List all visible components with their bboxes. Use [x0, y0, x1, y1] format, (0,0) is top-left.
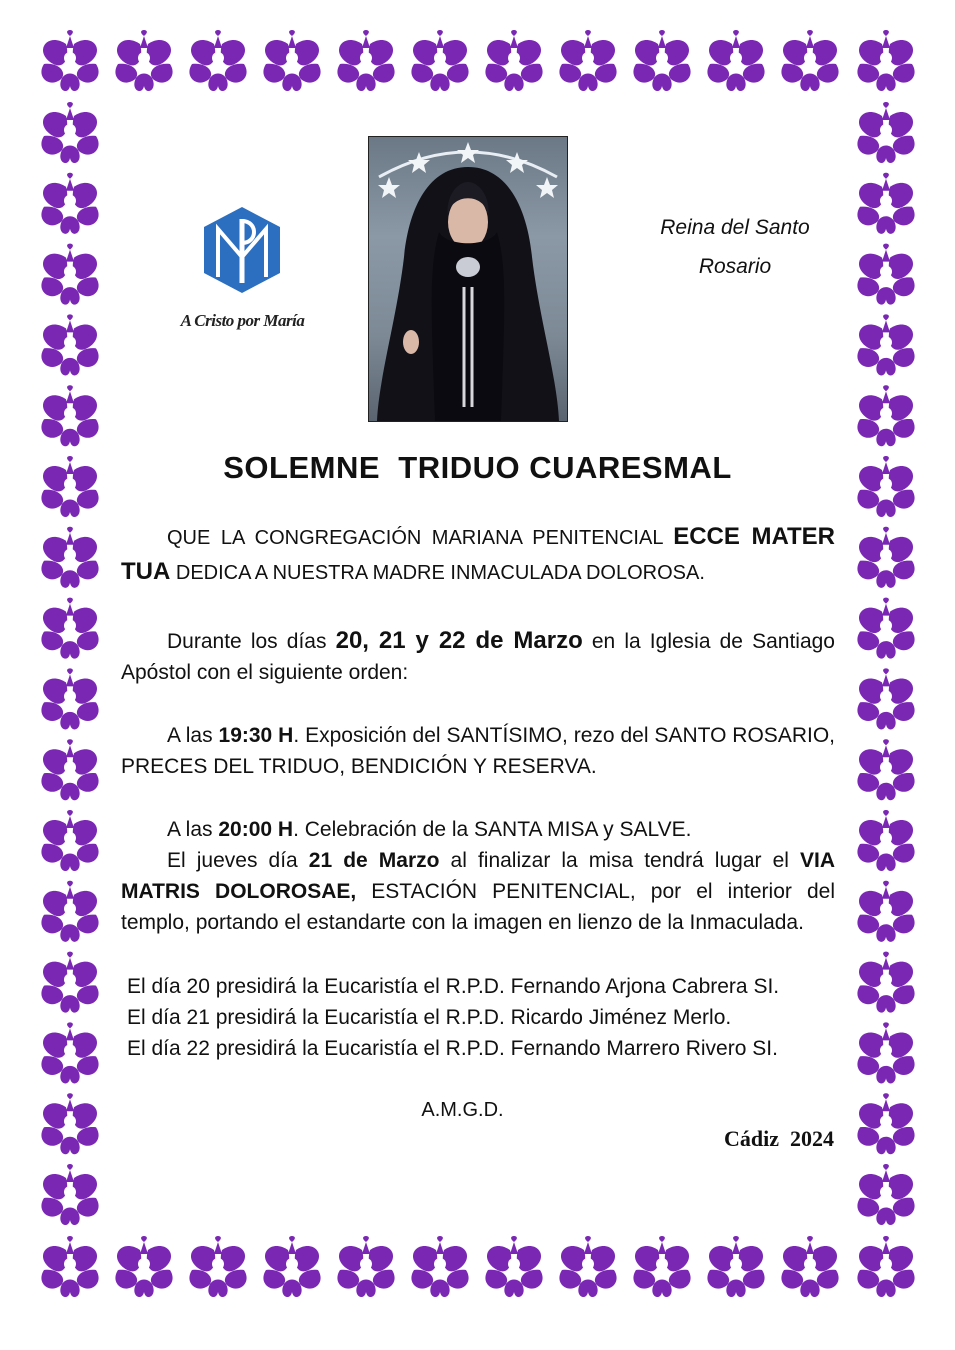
flower-ornament-icon — [857, 810, 914, 871]
flower-ornament-icon — [857, 952, 914, 1013]
flower-ornament-icon — [411, 1236, 468, 1297]
first-after: . Exposición del SANTÍSIMO, rezo del SANTO ROSARIO, PRECES DEL TRIDUO, BENDICIÓN Y RESERVA. — [121, 724, 835, 778]
flower-ornament-icon — [857, 1022, 914, 1083]
flower-ornament-icon — [857, 314, 914, 375]
second-order-paragraph — [121, 814, 835, 845]
header-line-1: Reina del Santo — [660, 216, 810, 239]
flower-ornament-icon — [189, 1236, 246, 1297]
page-title: SOLEMNE TRIDUO CUARESMAL — [223, 450, 732, 485]
flower-ornament-icon — [41, 527, 98, 588]
flower-ornament-icon — [41, 385, 98, 446]
flower-ornament-icon — [41, 244, 98, 305]
flower-ornament-icon — [115, 30, 172, 91]
flower-ornament-icon — [263, 30, 320, 91]
flower-ornament-icon — [857, 668, 914, 729]
flower-ornament-icon — [707, 1236, 764, 1297]
virgin-dolorosa-photo — [368, 136, 568, 422]
intro-part-1: QUE LA CONGREGACIÓN MARIANA PENITENCIAL — [167, 527, 674, 549]
flower-ornament-icon — [633, 1236, 690, 1297]
flower-ornament-icon — [559, 30, 616, 91]
intro-paragraph — [121, 520, 835, 590]
intro-part-2: DEDICA A NUESTRA MADRE INMACULADA DOLOROSA. — [170, 562, 705, 584]
flower-ornament-icon — [857, 173, 914, 234]
flower-ornament-icon — [41, 739, 98, 800]
flower-ornament-icon — [189, 30, 246, 91]
logo-motto: A Cristo por María — [180, 311, 305, 330]
flower-ornament-icon — [41, 314, 98, 375]
presider-line-1: El día 20 presidirá la Eucaristía el R.P.D. Fernando Arjona Cabrera SI. — [127, 975, 780, 998]
flower-ornament-icon — [41, 1236, 98, 1297]
flower-ornament-icon — [857, 385, 914, 446]
flower-ornament-icon — [41, 102, 98, 163]
flower-ornament-icon — [263, 1236, 320, 1297]
flower-ornament-icon — [633, 30, 690, 91]
flower-ornament-icon — [337, 1236, 394, 1297]
congregation-logo — [160, 205, 330, 335]
signature-amgd: A.M.G.D. — [421, 1099, 504, 1121]
flower-ornament-icon — [857, 1164, 914, 1225]
flower-ornament-icon — [485, 1236, 542, 1297]
first-order-paragraph — [121, 720, 835, 782]
place-year: Cádiz 2024 — [724, 1126, 834, 1151]
presider-line-2: El día 21 presidirá la Eucaristía el R.P.D. Ricardo Jiménez Merlo. — [127, 1006, 732, 1029]
thursday-after: ESTACIÓN PENITENCIAL, por el interior del templo, portando el estandarte con la imagen en lienzo de la Inmaculada. — [121, 880, 835, 934]
header-line-2: Rosario — [698, 255, 772, 278]
thursday-bold-1: 21 de Marzo — [308, 849, 440, 872]
presider-line-3: El día 22 presidirá la Eucaristía el R.P.D. Fernando Marrero Rivero SI. — [127, 1037, 778, 1060]
flower-ornament-icon — [41, 810, 98, 871]
intro-bold: ECCE MATER TUA — [121, 523, 835, 585]
flower-ornament-icon — [707, 30, 764, 91]
first-bold: 19:30 H — [218, 724, 294, 747]
chi-rho-m-monogram-icon — [200, 205, 284, 295]
flower-ornament-icon — [411, 30, 468, 91]
flower-ornament-icon — [41, 598, 98, 659]
flower-ornament-icon — [41, 1093, 98, 1154]
flower-ornament-icon — [337, 30, 394, 91]
thursday-paragraph — [121, 845, 835, 938]
flower-ornament-icon — [41, 173, 98, 234]
flower-ornament-icon — [857, 739, 914, 800]
flower-ornament-icon — [41, 30, 98, 91]
flower-ornament-icon — [41, 456, 98, 517]
flower-ornament-icon — [41, 1022, 98, 1083]
flower-ornament-icon — [41, 668, 98, 729]
second-before: A las — [167, 818, 219, 841]
second-bold: 20:00 H — [218, 818, 294, 841]
dates-before: Durante los días — [167, 630, 336, 653]
flower-ornament-icon — [857, 881, 914, 942]
flower-ornament-icon — [857, 598, 914, 659]
flower-ornament-icon — [857, 1093, 914, 1154]
dates-paragraph — [121, 625, 835, 688]
flower-ornament-icon — [41, 952, 98, 1013]
flower-ornament-icon — [41, 1164, 98, 1225]
header-title — [630, 208, 840, 286]
flower-ornament-icon — [485, 30, 542, 91]
thursday-bold-2: VIA MATRIS DOLOROSAE, — [121, 849, 836, 903]
flower-ornament-icon — [41, 881, 98, 942]
flower-ornament-icon — [857, 527, 914, 588]
thursday-before: El jueves día — [167, 849, 309, 872]
dates-bold: 20, 21 y 22 de Marzo — [335, 627, 583, 654]
presiders-list — [127, 971, 841, 1064]
flower-ornament-icon — [857, 30, 914, 91]
flower-ornament-icon — [857, 456, 914, 517]
flower-ornament-icon — [781, 1236, 838, 1297]
flower-ornament-icon — [781, 30, 838, 91]
virgin-dolorosa-statue-icon — [369, 137, 567, 421]
flower-ornament-icon — [115, 1236, 172, 1297]
flower-ornament-icon — [857, 102, 914, 163]
flower-ornament-icon — [857, 1236, 914, 1297]
second-after: . Celebración de la SANTA MISA y SALVE. — [293, 818, 692, 841]
flower-ornament-icon — [857, 244, 914, 305]
flower-ornament-icon — [559, 1236, 616, 1297]
thursday-middle: al finalizar la misa tendrá lugar el — [439, 849, 800, 872]
first-before: A las — [167, 724, 219, 747]
dates-after: en la Iglesia de Santiago Apóstol con el siguiente orden: — [121, 630, 835, 684]
